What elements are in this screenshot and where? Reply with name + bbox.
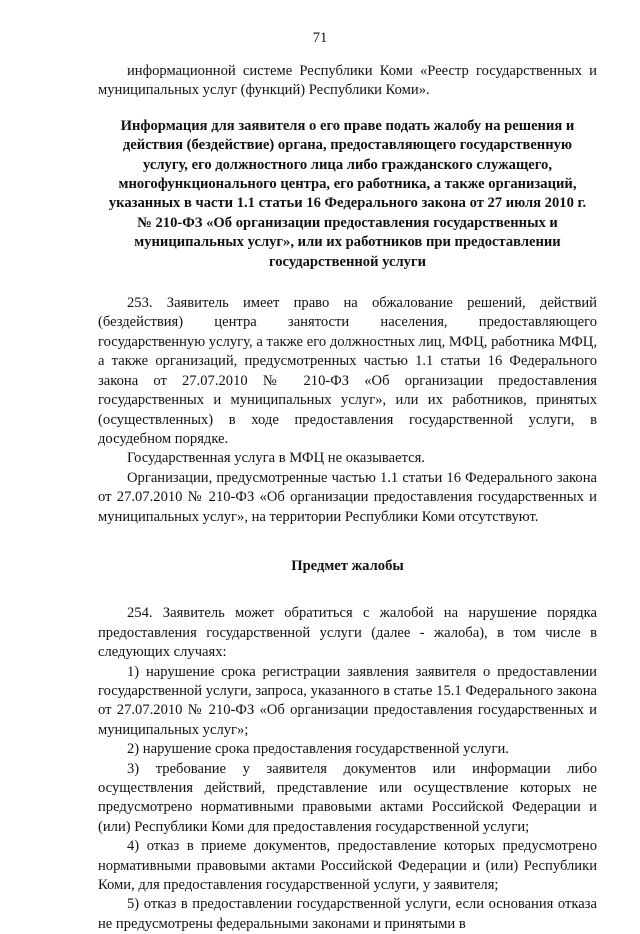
list-item-1: 1) нарушение срока регистрации заявления заявителя о предоставлении государственной услуги, запроса, указанного в статье 15.1 Федерального закона от 27.07.2010 № 210-ФЗ «Об организации предоставления государственных и муниципальных услуг»;	[98, 663, 597, 738]
list-item-5: 5) отказ в предоставлении государственной услуги, если основания отказа не предусмотрены федеральными законами и принятыми в	[98, 896, 597, 932]
continuation-paragraph: информационной системе Республики Коми «Реестр государственных и муниципальных услуг (функций) Республики Коми».	[98, 63, 597, 99]
paragraph-253: 253. Заявитель имеет право на обжалование решений, действий (бездействия) центра занятости населения, предоставляющего государственную услугу, а также его должностных лиц, МФЦ, работника МФЦ, а также организаций, предусмотренных частью 1.1 статьи 16 Федерального закона от 27.07.2010 № 210-ФЗ «Об организации предоставления государственных и муниципальных услуг», или их работников, принятых (осуществленных) в ходе предоставления государственной услуги, в досудебном порядке.	[98, 295, 597, 447]
paragraph-mfc: Государственная услуга в МФЦ не оказывается.	[127, 450, 425, 467]
paragraph-organizations: Организации, предусмотренные частью 1.1 статьи 16 Федерального закона от 27.07.2010 № 210-ФЗ «Об организации предоставления государственных и муниципальных услуг», на территории Республики Коми отсутствуют.	[98, 469, 597, 525]
section-heading-complaint-subject: Предмет жалобы	[291, 557, 404, 574]
paragraph-254: 254. Заявитель может обратиться с жалобой на нарушение порядка предоставления государственной услуги (далее - жалоба), в том числе в следующих случаях:	[98, 605, 597, 661]
section-heading-complaint-right: Информация для заявителя о его праве подать жалобу на решения и действия (бездействие) органа, предоставляющего государственную услугу, его должностного лица либо гражданского служащего, многофункционального центра, его работника, а также организаций, указанных в части 1.1 статьи 16 Федерального закона от 27 июля 2010 г. № 210-ФЗ «Об организации предоставления государственных и муниципальных услуг», или их работников при предоставлении государственной услуги	[108, 117, 587, 270]
page-number: 71	[312, 30, 328, 46]
document-body	[98, 62, 597, 934]
list-item-2: 2) нарушение срока предоставления государственной услуги.	[127, 741, 509, 758]
list-item-3: 3) требование у заявителя документов или информации либо осуществления действий, представление или осуществление которых не предусмотрено нормативными правовыми актами Российской Федерации и (или) Республики Коми для предоставления государственной услуги;	[98, 760, 597, 835]
list-item-4: 4) отказ в приеме документов, предоставление которых предусмотрено нормативными правовыми актами Российской Федерации и (или) Республики Коми, для предоставления государственной услуги, у заявителя;	[98, 838, 597, 894]
